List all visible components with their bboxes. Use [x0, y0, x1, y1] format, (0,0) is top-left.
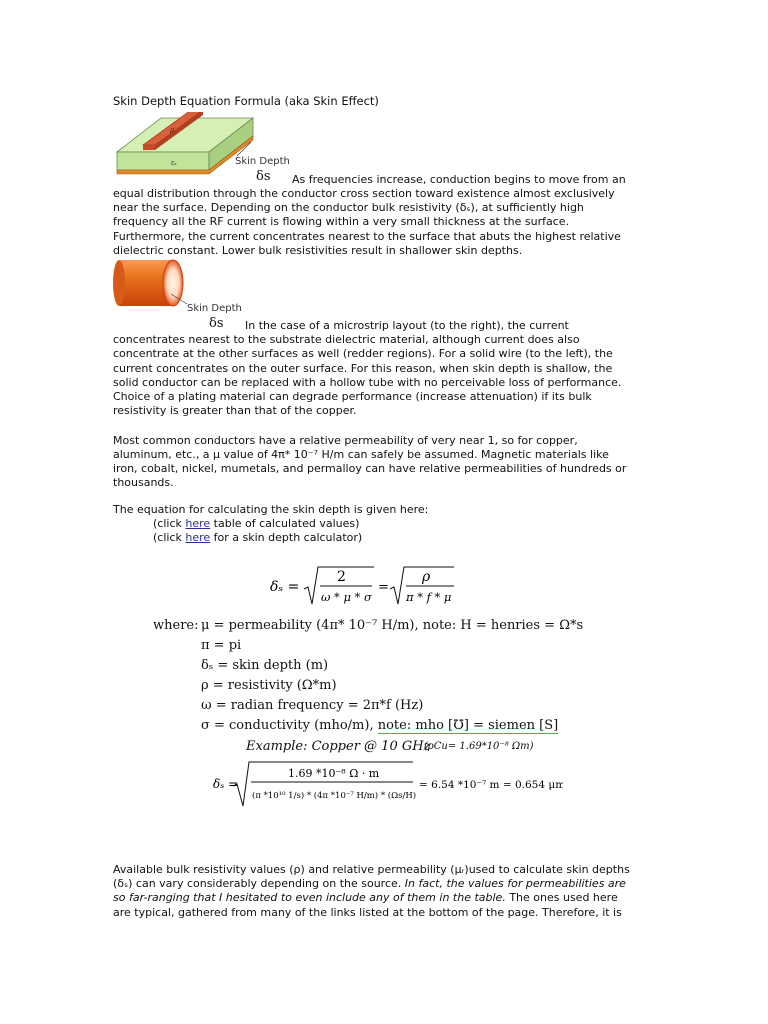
def-sigma — [201, 716, 558, 736]
def-omega: ω = radian frequency = 2π*f (Hz) — [201, 698, 424, 713]
para4-line: are typical, gathered from many of the links listed at the bottom of the page. Therefore, it is — [113, 906, 622, 919]
para3-line: aluminum, etc., a μ value of 4π* 10⁻⁷ H/m can safely be assumed. Magnetic materials like — [113, 448, 609, 461]
formula-eq: = — [378, 580, 389, 595]
para1-line: equal distribution through the conductor cross section toward existence almost exclusively — [113, 187, 615, 200]
para2-line: current concentrates on the outer surface. For this reason, when skin depth is shallow, the — [113, 362, 613, 375]
para1-line: frequency all the RF current is flowing within a very small thickness at the surface. — [113, 215, 570, 228]
formula-lhs: δₛ = — [270, 579, 300, 595]
example-rho: (ρCu= 1.69*10⁻⁸ Ωm) — [424, 741, 534, 752]
delta-s-symbol: δs — [256, 169, 271, 184]
para4-italic: so far-ranging that I hesitated to even include any of them in the table. — [113, 891, 506, 904]
para1-line: As frequencies increase, conduction begins to move from an — [292, 173, 626, 186]
microstrip-diagram — [113, 112, 303, 182]
delta-s-symbol-2: δs — [209, 316, 224, 331]
click-line-2 — [153, 531, 362, 545]
skin-depth-label: Skin Depth — [235, 156, 290, 167]
table-link[interactable]: here — [185, 517, 211, 530]
def-mu: μ = permeability (4π* 10⁻⁷ H/m), note: H = henries = Ω*s — [201, 618, 584, 633]
equation-intro: The equation for calculating the skin depth is given here: — [113, 503, 429, 516]
example-lhs: δₛ = — [213, 777, 239, 791]
page-title: Skin Depth Equation Formula (aka Skin Effect) — [113, 94, 379, 108]
def-sigma-b: note: mho [℧] = siemen [S] — [377, 718, 559, 733]
para2-line: concentrates nearest to the substrate dielectric material, although current does also — [113, 333, 580, 346]
para1-line: dielectric constant. Lower bulk resistivities result in shallower skin depths. — [113, 244, 523, 257]
para4-text: The ones used here — [505, 891, 618, 904]
click-post: table of calculated values) — [210, 517, 360, 530]
para2-line: Choice of a plating material can degrade performance (increase attenuation) if its bulk — [113, 390, 592, 403]
click-pre: (click — [153, 517, 186, 530]
where-label: where: — [153, 618, 199, 633]
click-post: for a skin depth calculator) — [210, 531, 363, 544]
microstrip-figure — [113, 112, 303, 182]
example-den: (π *10¹⁰ 1/s) * (4π *10⁻⁷ H/m) * (Ωs/H) — [252, 791, 417, 801]
example-num: 1.69 *10⁻⁸ Ω · m — [288, 767, 380, 780]
formula-den2: π * f * μ — [406, 590, 452, 604]
er-label: εᵣ — [171, 159, 178, 167]
para4-line — [113, 891, 673, 905]
example-result: = 6.54 *10⁻⁷ m = 0.654 μm — [419, 779, 563, 791]
example-formula-svg — [213, 758, 563, 810]
para3-line: iron, cobalt, nickel, mumetals, and permalloy can have relative permeabilities of hundreds or — [113, 462, 627, 475]
para1-line: Furthermore, the current concentrates nearest to the surface that abuts the highest relative — [113, 230, 621, 243]
formula-num2: ρ — [422, 569, 431, 585]
para2-line: concentrate at the other surfaces as well (redder regions). For a solid wire (to the left), the — [113, 347, 613, 360]
click-line-1 — [153, 517, 359, 531]
para2-line: In the case of a microstrip layout (to the right), the current — [245, 319, 569, 332]
def-pi: π = pi — [201, 638, 242, 653]
para2-line: resistivity is greater than that of the copper. — [113, 404, 357, 417]
skin-depth-label-2: Skin Depth — [187, 303, 242, 314]
rho-label: ρ — [170, 126, 175, 134]
skin-depth-formula — [270, 562, 460, 610]
para4-line — [113, 877, 673, 891]
para4-text: (δₛ) can vary considerably depending on the source. — [113, 877, 405, 890]
click-pre: (click — [153, 531, 186, 544]
para4-line: Available bulk resistivity values (ρ) and relative permeability (μᵣ)used to calculate skin depths — [113, 863, 630, 876]
calculator-link[interactable]: here — [185, 531, 211, 544]
example-label: Example: Copper @ 10 GHz — [246, 739, 431, 754]
formula-den1: ω * μ * σ — [321, 590, 372, 604]
para1-line: near the surface. Depending on the conductor bulk resistivity (δₛ), at sufficiently high — [113, 201, 584, 214]
para3-line: Most common conductors have a relative permeability of very near 1, so for copper, — [113, 434, 578, 447]
formula-svg — [270, 562, 460, 610]
para4-italic: In fact, the values for permeabilities are — [404, 877, 626, 890]
wire-figure — [113, 256, 253, 318]
wire-diagram — [113, 256, 253, 318]
para3-line: thousands. — [113, 476, 174, 489]
def-rho: ρ = resistivity (Ω*m) — [201, 678, 337, 693]
example-formula — [213, 758, 563, 810]
para2-line: solid conductor can be replaced with a hollow tube with no perceivable loss of performance. — [113, 376, 622, 389]
def-delta: δₛ = skin depth (m) — [201, 658, 329, 673]
def-sigma-a: σ = conductivity (mho/m), — [201, 718, 374, 733]
formula-num1: 2 — [337, 569, 346, 585]
